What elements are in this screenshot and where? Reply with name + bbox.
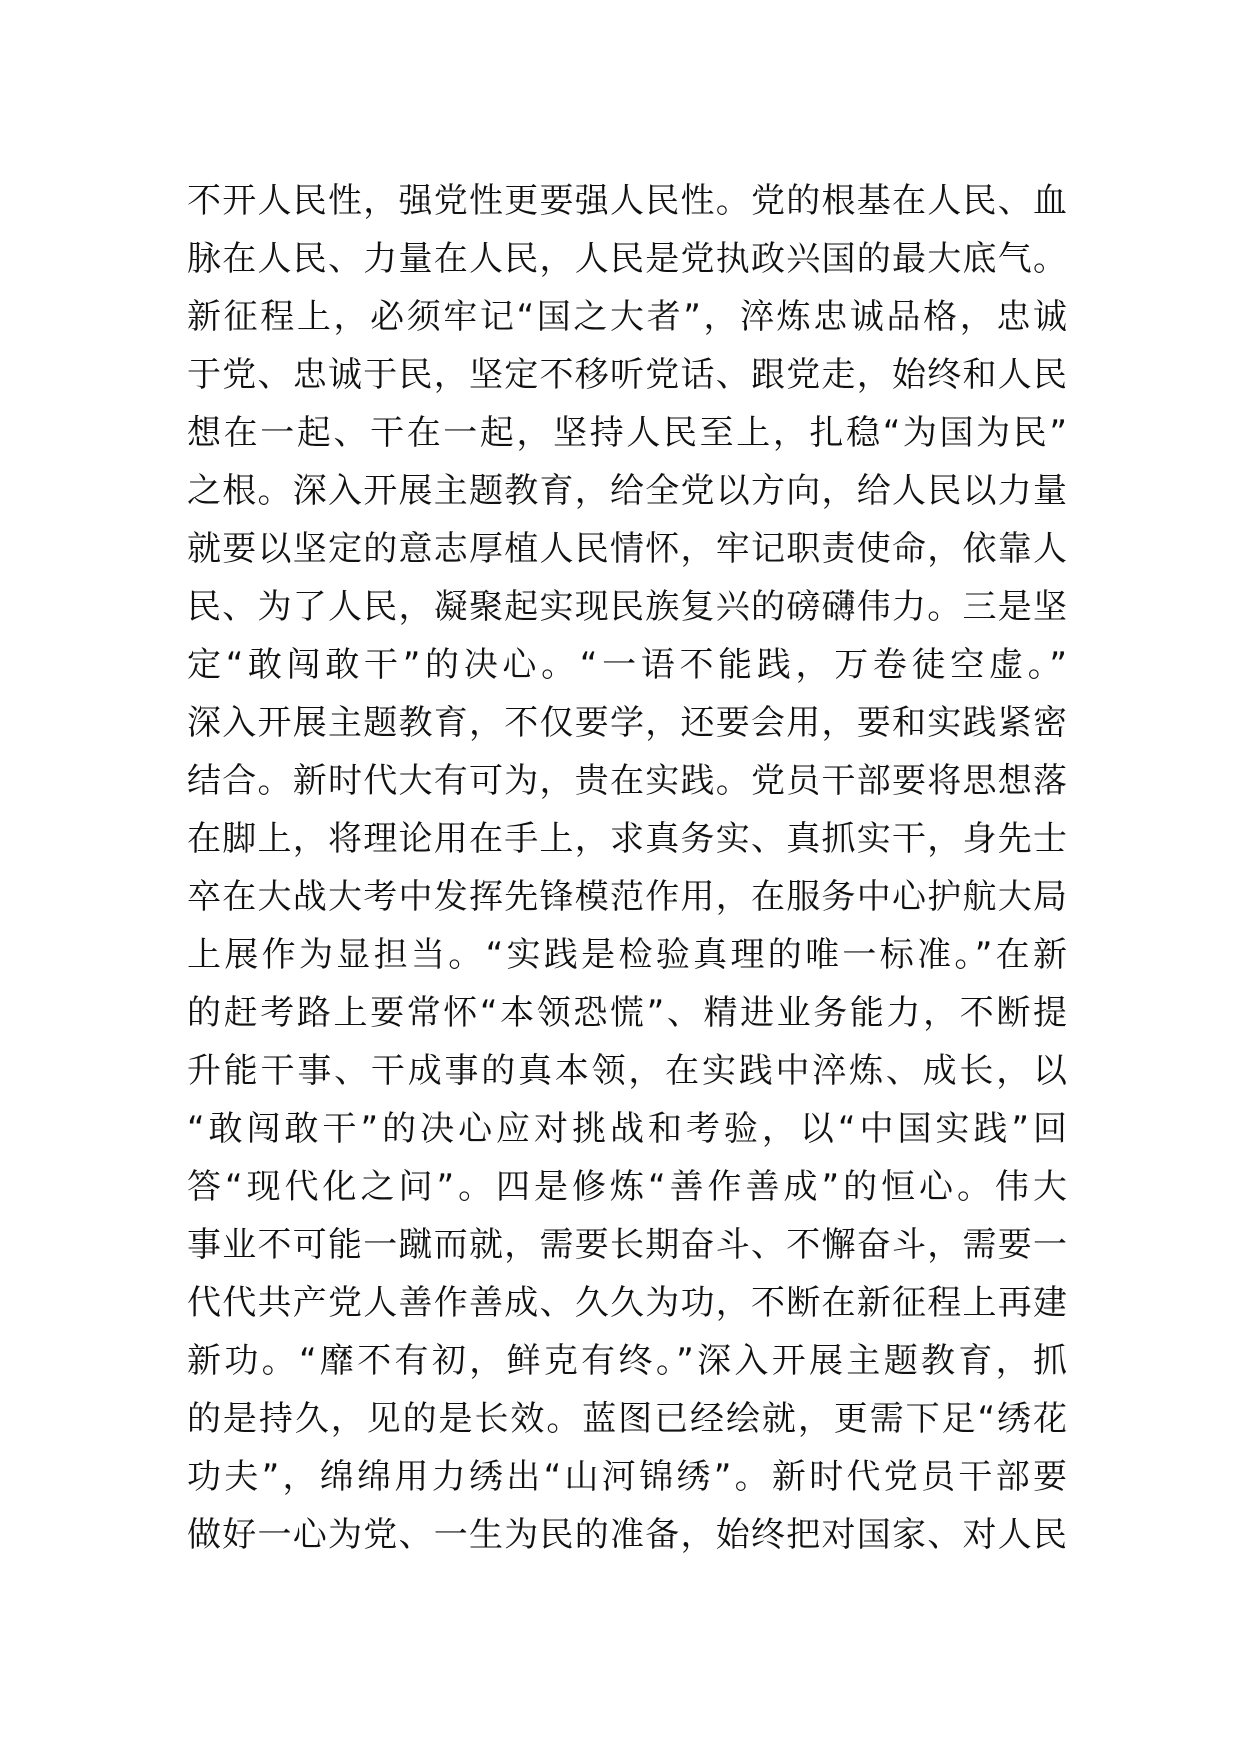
text-line: 的是持久，见的是长效。蓝图已经绘就，更需下足“绣花	[187, 1399, 1067, 1439]
text-line: 就要以坚定的意志厚植人民情怀，牢记职责使命，依靠人	[187, 529, 1067, 569]
text-line: 新征程上，必须牢记“国之大者”，淬炼忠诚品格，忠诚	[187, 297, 1067, 337]
text-line: 民、为了人民，凝聚起实现民族复兴的磅礴伟力。三是坚	[187, 587, 1067, 627]
text-line: 脉在人民、力量在人民，人民是党执政兴国的最大底气。	[187, 239, 1067, 279]
text-line: 之根。深入开展主题教育，给全党以方向，给人民以力量	[187, 471, 1067, 511]
text-line: 结合。新时代大有可为，贵在实践。党员干部要将思想落	[187, 761, 1067, 801]
text-line: 定“敢闯敢干”的决心。“一语不能践，万卷徒空虚。”	[187, 645, 1067, 685]
text-line: 深入开展主题教育，不仅要学，还要会用，要和实践紧密	[187, 703, 1067, 743]
text-line: 做好一心为党、一生为民的准备，始终把对国家、对人民	[187, 1515, 1067, 1555]
text-line: “敢闯敢干”的决心应对挑战和考验，以“中国实践”回	[187, 1109, 1067, 1149]
text-line: 新功。“靡不有初，鲜克有终。”深入开展主题教育，抓	[187, 1341, 1067, 1381]
text-line: 卒在大战大考中发挥先锋模范作用，在服务中心护航大局	[187, 877, 1067, 917]
text-line: 升能干事、干成事的真本领，在实践中淬炼、成长，以	[187, 1051, 1067, 1091]
text-line: 代代共产党人善作善成、久久为功，不断在新征程上再建	[187, 1283, 1067, 1323]
text-line: 于党、忠诚于民，坚定不移听党话、跟党走，始终和人民	[187, 355, 1067, 395]
body-text	[187, 172, 1067, 1564]
text-line: 不开人民性，强党性更要强人民性。党的根基在人民、血	[187, 181, 1067, 221]
text-line: 的赶考路上要常怀“本领恐慌”、精进业务能力，不断提	[187, 993, 1067, 1033]
text-line: 在脚上，将理论用在手上，求真务实、真抓实干，身先士	[187, 819, 1067, 859]
text-line: 上展作为显担当。“实践是检验真理的唯一标准。”在新	[187, 935, 1067, 975]
text-line: 功夫”，绵绵用力绣出“山河锦绣”。新时代党员干部要	[187, 1457, 1067, 1497]
text-line: 想在一起、干在一起，坚持人民至上，扎稳“为国为民”	[187, 413, 1067, 453]
text-line: 事业不可能一蹴而就，需要长期奋斗、不懈奋斗，需要一	[187, 1225, 1067, 1265]
text-line: 答“现代化之问”。四是修炼“善作善成”的恒心。伟大	[187, 1167, 1067, 1207]
